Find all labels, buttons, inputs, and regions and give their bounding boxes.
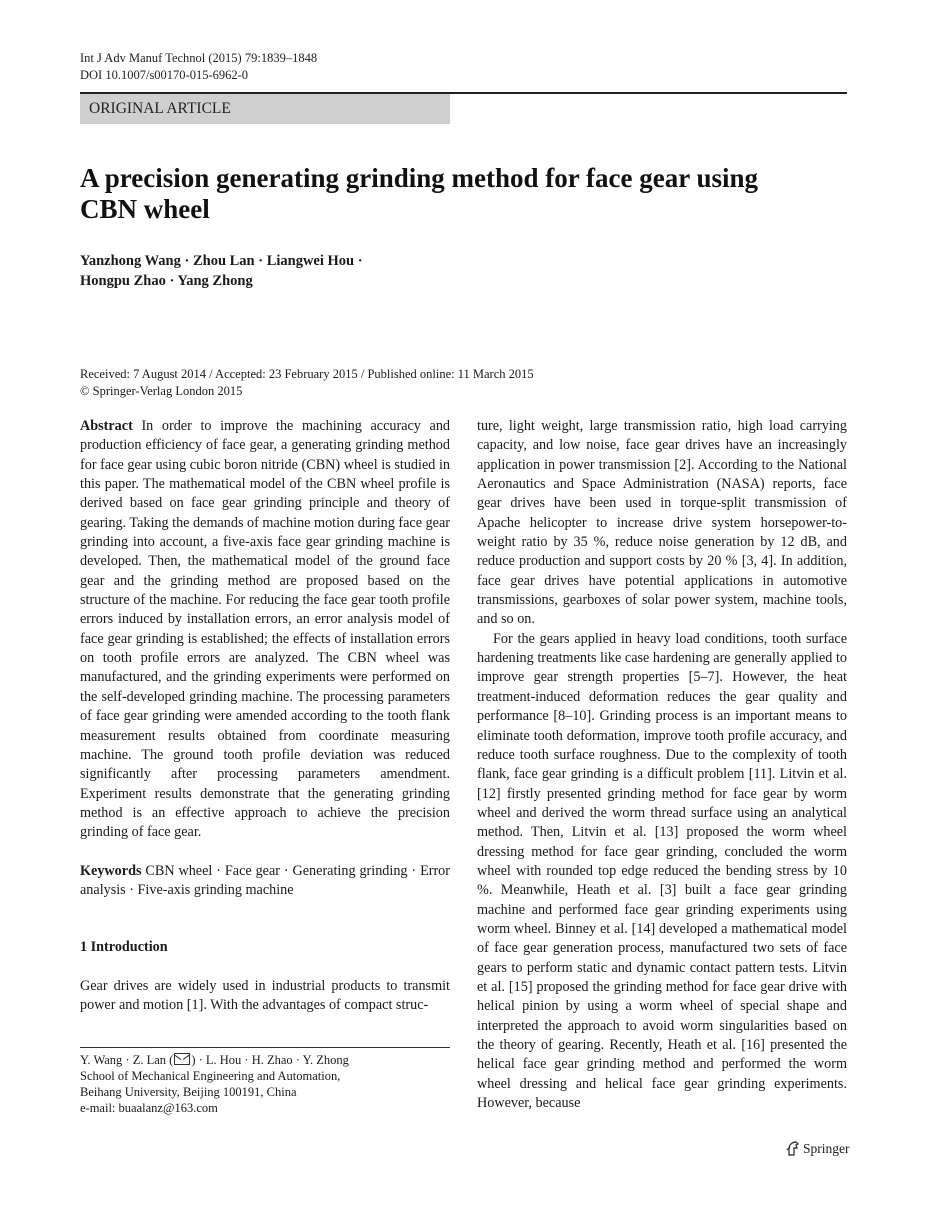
journal-info	[80, 50, 317, 84]
left-column	[80, 417, 450, 1015]
intro-paragraph-2: ture, light weight, large transmission ratio, high load carrying capacity, and low noise, face gear drives have an increasingly application in power transmission [2]. According to the National Aeronautics and Space Administration (NASA) reports, face gear drives have been used in torque-split transmission of Apache helicopter to increase drive system horsepower-to-weight ratio by 35 %, reduce noise generation by 12 dB, and reduce production and support costs by 20 % [3, 4]. In addition, face gear drives have potential applications in automotive transmissions, gearboxes of solar power system, machine tools, and so on.	[477, 418, 847, 628]
publication-dates	[80, 366, 780, 400]
copyright: © Springer-Verlag London 2015	[80, 384, 243, 398]
footnote-authors	[80, 1052, 450, 1068]
envelope-icon	[174, 1053, 190, 1065]
history-dates: Received: 7 August 2014 / Accepted: 23 February 2015 / Published online: 11 March 2015	[80, 367, 534, 381]
article-type-badge: ORIGINAL ARTICLE	[80, 94, 450, 124]
authors-line-2: Hongpu Zhao · Yang Zhong	[80, 273, 253, 289]
journal-citation: Int J Adv Manuf Technol (2015) 79:1839–1848	[80, 51, 318, 65]
abstract-label: Abstract	[80, 418, 133, 434]
keywords-label: Keywords	[80, 862, 142, 879]
publisher-name: Springer	[803, 1141, 850, 1156]
footnote-rule	[80, 1047, 450, 1048]
springer-horse-icon	[786, 1141, 800, 1156]
footnote-email[interactable]: e-mail: buaalanz@163.com	[80, 1101, 218, 1115]
keywords-text: CBN wheel · Face gear · Generating grinding · Error analysis · Five-axis grinding machine	[80, 862, 450, 898]
authors-line-1: Yanzhong Wang · Zhou Lan · Liangwei Hou ·	[80, 253, 363, 269]
author-affiliation-footnote	[80, 1052, 450, 1116]
keywords	[80, 862, 450, 901]
intro-paragraph-3: For the gears applied in heavy load conditions, tooth surface hardening treatments like case hardening are generally applied to improve gear strength properties [5–7]. However, the heat treatment-induced deformation reduces the gear quality and performance [8–10]. Grinding process is an important means to eliminate tooth deformation, improve tooth profile accuracy, and reduce tooth surface roughness. Due to the complexity of tooth flank, face gear grinding is a difficult problem [11]. Litvin et al. [12] firstly presented grinding method for face gear by worm wheel and derived the worm thread surface using an analytical method. Then, Litvin et al. [13] proposed the worm wheel dressing method for face gear grinding, concluded the worm wheel with rounded top edge reduced the bending stress by 10 %. Meanwhile, Heath et al. [3] built a face gear grinding machine and performed face gear grinding experiments using worm wheel. Binney et al. [14] developed a mathematical model of face gear generation process, manufactured two sets of face gears to perform static and dynamic contact pattern tests. Litvin et al. [15] proposed the grinding method for face gear drive with helical pinion by using a worm wheel of special shape and interpreted the approach to avoid worm singularities based on the theory of gearing. Recently, Heath et al. [16] presented the helical face gear grinding method and performed the worm wheel dressing and helical face gear grinding experiments. However, because	[477, 630, 847, 1112]
footnote-authors-pre: Y. Wang · Z. Lan (	[80, 1053, 174, 1067]
footnote-authors-post: ) · L. Hou · H. Zhao · Y. Zhong	[191, 1053, 349, 1067]
intro-paragraph-1: Gear drives are widely used in industrial products to transmit power and motion [1]. With the advantages of compact struc-	[80, 977, 450, 1013]
author-list	[80, 251, 500, 291]
right-column	[477, 417, 847, 1113]
doi: DOI 10.1007/s00170-015-6962-0	[80, 68, 249, 82]
footnote-university: Beihang University, Beijing 100191, China	[80, 1085, 297, 1099]
section-heading-introduction: 1 Introduction	[80, 939, 168, 956]
footnote-school: School of Mechanical Engineering and Automation,	[80, 1069, 341, 1083]
publisher-logo	[786, 1140, 850, 1158]
abstract-text: In order to improve the machining accuracy and production efficiency of face gear, a generating grinding method for face gear using cubic boron nitride (CBN) wheel is studied in this paper. The mathematical model of the CBN wheel profile is derived based on face gear grinding principle and theory of gearing. Taking the demands of machine motion during face gear grinding into account, a five-axis face gear grinding machine is developed. Then, the mathematical model of the ground face gear and the grinding method are proposed based on the structure of the machine. For reducing the face gear tooth profile errors induced by installation errors, an error analysis model of face gear grinding is established; the effects of installation errors on tooth profile errors are analyzed. The CBN wheel was manufactured, and the grinding experiments were performed on the self-developed grinding machine. The processing parameters of face gear grinding were amended according to the tooth flank measurement results obtained from coordinate measuring machine. The ground tooth profile deviation was reduced significantly after processing parameters amendment. Experiment results demonstrate that the generating grinding method is an effective approach to achieve the precision grinding of face gear.	[80, 418, 451, 841]
paper-title: A precision generating grinding method for face gear using CBN wheel	[80, 163, 758, 224]
abstract	[80, 417, 450, 843]
